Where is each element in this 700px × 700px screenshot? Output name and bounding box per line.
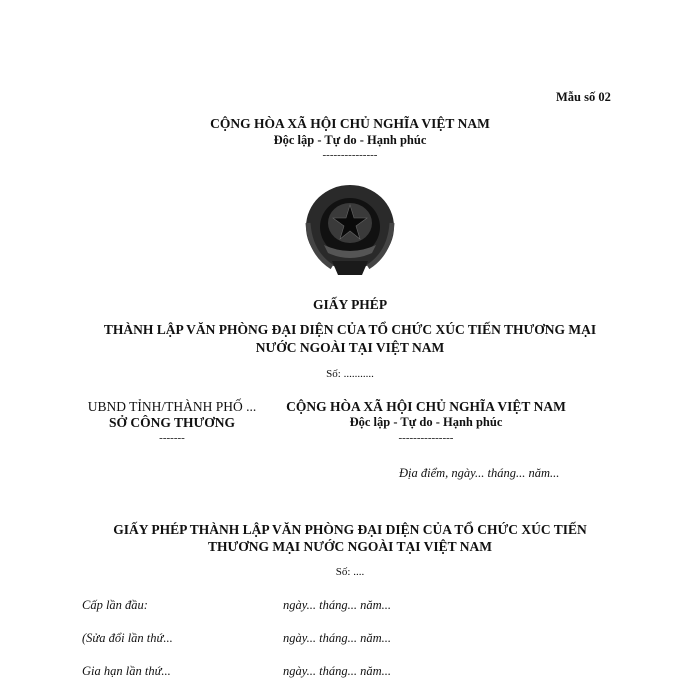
doc-title: GIẤY PHÉP: [312, 297, 388, 312]
row-extension-date: ngày... tháng... năm...: [283, 664, 391, 678]
doc-subtitle-line1: THÀNH LẬP VĂN PHÒNG ĐẠI DIỆN CỦA TỔ CHỨC XÚC TIẾN THƯƠNG MẠI: [103, 322, 597, 337]
row-amendment-label: (Sửa đổi lần thứ...: [82, 631, 173, 645]
right-country-name: CỘNG HÒA XÃ HỘI CHỦ NGHĨA VIỆT NAM: [286, 399, 566, 414]
motto: Độc lập - Tự do - Hạnh phúc: [273, 133, 427, 147]
header-separator: ---------------: [322, 149, 378, 161]
row-extension-label: Gia hạn lần thứ...: [82, 664, 171, 678]
department-name: SỞ CÔNG THƯƠNG: [108, 415, 235, 430]
form-number: Mẫu số 02: [556, 90, 611, 104]
right-motto: Độc lập - Tự do - Hạnh phúc: [349, 415, 503, 429]
national-emblem-icon: [298, 183, 402, 279]
left-separator: -------: [159, 432, 185, 444]
place-date: Địa điểm, ngày... tháng... năm...: [399, 466, 560, 480]
row-first-issue-date: ngày... tháng... năm...: [283, 598, 391, 612]
country-name: CỘNG HÒA XÃ HỘI CHỦ NGHĨA VIỆT NAM: [210, 116, 490, 131]
doc-subtitle-line2: NƯỚC NGOÀI TẠI VIỆT NAM: [255, 340, 445, 355]
license-number: Số: ....: [335, 566, 365, 578]
license-title-line1: GIẤY PHÉP THÀNH LẬP VĂN PHÒNG ĐẠI DIỆN CỦA TỔ CHỨC XÚC TIẾN: [113, 522, 587, 537]
authority-name: UBND TỈNH/THÀNH PHỐ ...: [87, 399, 257, 414]
row-first-issue-label: Cấp lần đầu:: [82, 598, 148, 612]
national-emblem: [298, 183, 402, 279]
row-amendment-date: ngày... tháng... năm...: [283, 631, 391, 645]
license-title-line2: THƯƠNG MẠI NƯỚC NGOÀI TẠI VIỆT NAM: [207, 539, 493, 554]
doc-number: Số: ...........: [326, 368, 374, 380]
right-separator: ---------------: [398, 432, 454, 444]
